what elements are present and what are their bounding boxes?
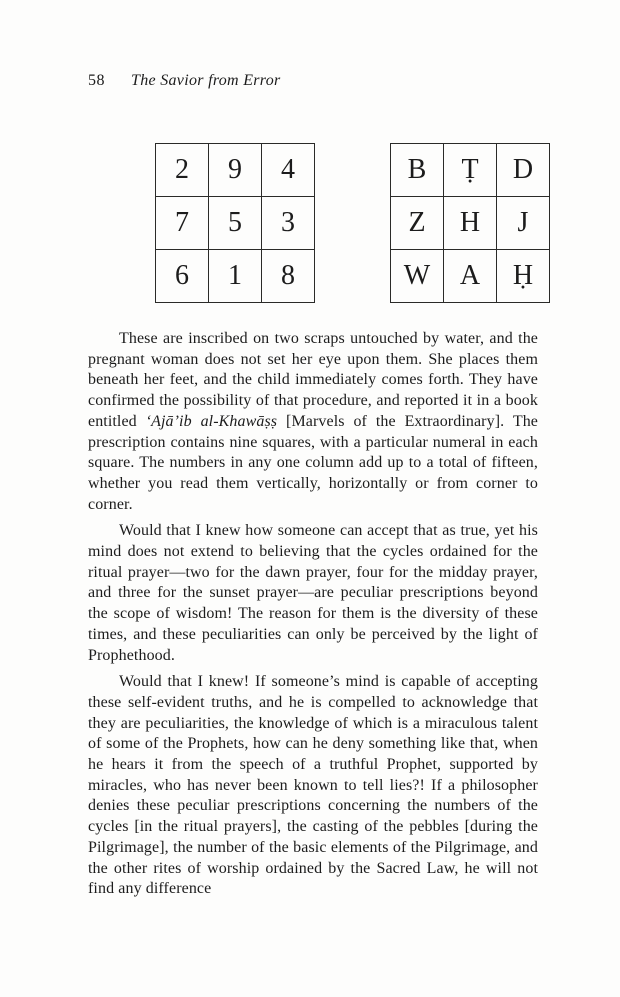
running-header <box>88 72 548 90</box>
table-row <box>156 197 315 250</box>
table-row <box>391 250 550 303</box>
letter-magic-square <box>390 143 550 303</box>
paragraph-text: These are inscribed on two scraps untouched by water, and the pregnant woman does not set her eye upon them. She places them beneath her feet, and the child immediately comes forth. They have confirmed the possibility of that procedure, and reported it in a book entitled <box>88 330 538 430</box>
numeric-cell: 1 <box>209 250 262 303</box>
numeric-cell: 5 <box>209 197 262 250</box>
letter-cell: H <box>444 197 497 250</box>
paragraph-text: [Marvels of the Extraordinary]. The prescription contains nine squares, with a particular numeral in each square. The numbers in any one column add up to a total of fifteen, whether you read them vertically, horizontally or from corner to corner. <box>88 412 539 513</box>
paragraph-prayer-cycles: Would that I knew how someone can accept that as true, yet his mind does not extend to believing that the cycles ordained for the ritual prayer—two for the dawn prayer, four for the midday prayer, and three for the sunset prayer—are peculiar prescriptions beyond the scope of wisdom! The reason for them is the diversity of these times, and these peculiarities can only be perceived by the light of Prophethood. <box>88 522 538 664</box>
numeric-magic-square <box>155 143 315 303</box>
letter-cell: Ṭ <box>444 144 497 197</box>
table-row <box>156 144 315 197</box>
numeric-cell: 7 <box>156 197 209 250</box>
table-row <box>391 197 550 250</box>
letter-cell: W <box>391 250 444 303</box>
table-row <box>156 250 315 303</box>
body-text <box>88 329 538 900</box>
numeric-cell: 3 <box>262 197 315 250</box>
letter-cell: D <box>497 144 550 197</box>
letter-cell: Z <box>391 197 444 250</box>
table-row <box>391 144 550 197</box>
numeric-cell: 4 <box>262 144 315 197</box>
numeric-cell: 8 <box>262 250 315 303</box>
paragraph-inscriptions <box>88 329 538 515</box>
letter-cell: A <box>444 250 497 303</box>
letter-cell: B <box>391 144 444 197</box>
arabic-book-title: ‘Ajā’ib al-Khawāṣṣ <box>145 412 278 430</box>
numeric-cell: 2 <box>156 144 209 197</box>
letter-cell: Ḥ <box>497 250 550 303</box>
running-title: The Savior from Error <box>131 72 281 89</box>
numeric-cell: 9 <box>209 144 262 197</box>
paragraph-philosopher: Would that I knew! If someone’s mind is capable of accepting these self-evident truths, and he is compelled to acknowledge that they are peculiarities, the knowledge of which is a miraculous talent of some of the Prophets, how can he deny something like that, when he hears it from the speech of a truthful Prophet, supported by miracles, who has never been known to tell lies?! If a philosopher denies these peculiar prescriptions concerning the numbers of the cycles [in the ritual prayers], the casting of the pebbles [during the Pilgrimage], the number of the basic elements of the Pilgrimage, and the other rites of worship ordained by the Sacred Law, he will not find any difference <box>88 673 538 898</box>
numeric-cell: 6 <box>156 250 209 303</box>
page-number: 58 <box>88 72 105 89</box>
letter-cell: J <box>497 197 550 250</box>
